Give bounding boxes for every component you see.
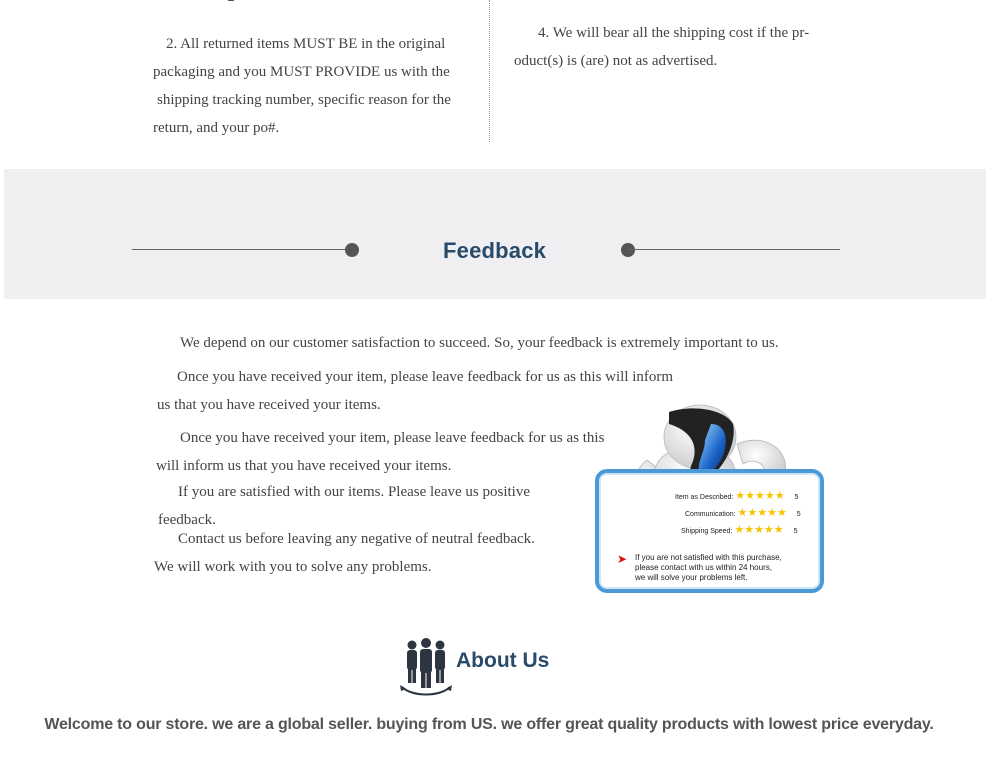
policy-2-line-2: packaging and you MUST PROVIDE us with the: [153, 64, 450, 80]
rating-label: Item as Described:: [675, 494, 734, 501]
feedback-line-1: We depend on our customer satisfaction to succeed. So, your feedback is extremely important to us.: [180, 335, 779, 351]
card-note-line-2: please contact with us within 24 hours,: [635, 563, 772, 572]
feedback-line-6: If you are satisfied with our items. Please leave us positive: [178, 484, 530, 500]
welcome-statement: Welcome to our store. we are a global seller. buying from US. we offer great quality products with lowest price everyday.: [44, 716, 934, 733]
policy-4-line-1: 4. We will bear all the shipping cost if the pr-: [538, 25, 810, 41]
policy-2-line-1: 2. All returned items MUST BE in the original: [166, 36, 446, 52]
feedback-header-band: [4, 169, 986, 299]
about-us-title: About Us: [456, 649, 550, 672]
header-dot-left: [345, 243, 359, 257]
policy-2-line-4: return, and your po#.: [153, 120, 280, 136]
card-note-line-3: we will solve your problems left.: [635, 573, 748, 582]
star-icons: ★★★★★: [735, 490, 785, 502]
header-line-right: [628, 249, 840, 250]
star-icons: ★★★★★: [737, 507, 787, 519]
feedback-title: Feedback: [443, 238, 547, 263]
feedback-line-3: us that you have received your items.: [157, 397, 381, 413]
rating-card: [595, 469, 824, 593]
rating-row-shipping-speed: [681, 523, 798, 536]
feedback-line-7: feedback.: [158, 512, 216, 528]
feedback-line-9: We will work with you to solve any problems.: [154, 559, 432, 575]
rating-score: 5: [793, 528, 798, 535]
rating-score: 5: [796, 511, 801, 518]
policy-4-line-2: oduct(s) is (are) not as advertised.: [514, 53, 718, 69]
feedback-line-2: Once you have received your item, please leave feedback for us as this will inform: [177, 369, 674, 385]
rating-label: Shipping Speed:: [681, 528, 733, 535]
header-line-left: [132, 249, 352, 250]
feedback-line-8: Contact us before leaving any negative of neutral feedback.: [178, 531, 535, 547]
card-note: [635, 553, 782, 583]
rating-row-communication: [685, 506, 801, 519]
top-partial-mark: [228, 0, 234, 1]
rating-score: 5: [794, 494, 799, 501]
rating-row-item-described: [675, 489, 798, 502]
rating-label: Communication:: [685, 511, 736, 518]
feedback-line-5: will inform us that you have received your items.: [156, 458, 452, 474]
header-dot-right: [621, 243, 635, 257]
team-people-icon: [398, 637, 454, 697]
column-divider: [489, 0, 490, 142]
feedback-line-4: Once you have received your item, please leave feedback for us as this: [180, 430, 605, 446]
card-note-line-1: If you are not satisfied with this purchase,: [635, 553, 782, 562]
policy-2-line-3: shipping tracking number, specific reason for the: [157, 92, 451, 108]
star-icons: ★★★★★: [734, 524, 784, 536]
red-arrow-icon: ➤: [617, 552, 628, 566]
